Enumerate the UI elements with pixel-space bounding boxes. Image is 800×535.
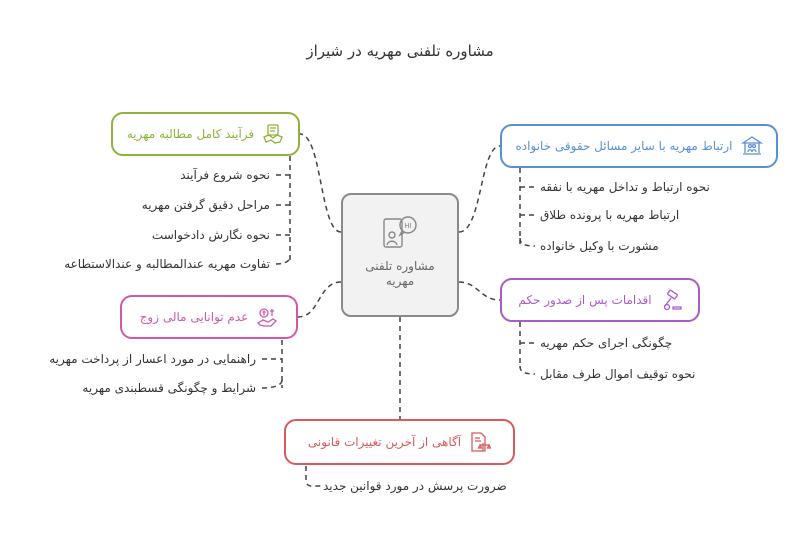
process-item-2: مراحل دقیق گرفتن مهریه — [141, 198, 270, 212]
verdict-item-1: چگونگی اجرای حکم مهریه — [540, 336, 673, 350]
center-label-line2: مهریه — [385, 274, 415, 288]
center-node — [341, 193, 459, 317]
node-laws — [284, 419, 515, 465]
center-label-line1: مشاوره تلفنی — [365, 259, 435, 273]
insolvency-item-1: راهنمایی در مورد اعسار از پرداخت مهریه — [49, 352, 256, 366]
svg-text:HI: HI — [404, 222, 412, 230]
relation-item-3: مشورت با وکیل خانواده — [540, 239, 659, 253]
link-center-verdict — [459, 282, 500, 300]
gavel-icon — [660, 289, 682, 311]
node-relation — [500, 124, 778, 168]
process-item-4: تفاوت مهریه عندالمطالبه و عندالاستطاعه — [64, 257, 270, 271]
node-verdict — [500, 278, 700, 322]
consultant-chat-icon — [380, 213, 420, 253]
node-process — [111, 112, 300, 156]
node-process-label: فرآیند کامل مطالبه مهریه — [126, 127, 255, 141]
link-center-process — [300, 134, 341, 232]
relation-item-1: نحوه ارتباط و تداخل مهریه با نفقه — [540, 180, 710, 194]
node-laws-label: آگاهی از آخرین تغییرات قانونی — [307, 435, 462, 449]
relation-item-2: ارتباط مهریه با پرونده طلاق — [540, 208, 680, 222]
handshake-document-icon — [262, 123, 284, 145]
node-relation-label: ارتباط مهریه با سایر مسائل حقوقی خانواده — [515, 139, 733, 153]
link-center-insolvency — [298, 282, 341, 317]
verdict-item-2: نحوه توقیف اموال طرف مقابل — [540, 367, 696, 381]
process-item-3: نحوه نگارش دادخواست — [151, 228, 270, 242]
family-court-icon — [741, 135, 763, 157]
insolvency-item-2: شرایط و چگونگی قسطبندی مهریه — [82, 381, 256, 395]
link-center-relation — [459, 146, 500, 232]
law-document-scale-icon — [469, 431, 491, 453]
diagram-title: مشاوره تلفنی مهریه در شیراز — [306, 42, 494, 60]
money-hand-icon — [256, 306, 278, 328]
node-verdict-label: اقدامات پس از صدور حکم — [518, 293, 652, 307]
process-item-1: نحوه شروع فرآیند — [180, 168, 270, 182]
laws-item-1: ضرورت پرسش در مورد قوانین جدید — [323, 479, 507, 493]
node-insolvency — [120, 295, 298, 339]
node-insolvency-label: عدم توانایی مالی زوج — [139, 310, 249, 324]
